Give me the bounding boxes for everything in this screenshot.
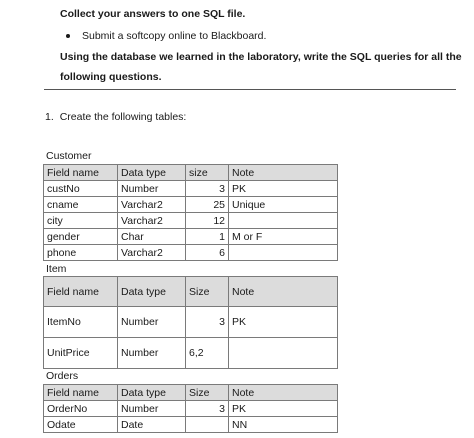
header-cell: Field name xyxy=(44,277,118,307)
bullet-dot-icon xyxy=(66,34,70,38)
table-cell: 3 xyxy=(186,401,229,417)
customer-table-title: Customer xyxy=(46,150,92,162)
table-cell: Number xyxy=(118,181,186,197)
table-cell: gender xyxy=(44,229,118,245)
table-cell: custNo xyxy=(44,181,118,197)
table-cell: 12 xyxy=(186,213,229,229)
table-row xyxy=(44,245,338,261)
table-cell: PK xyxy=(229,181,338,197)
header-cell: Note xyxy=(229,165,338,181)
table-row xyxy=(44,401,338,417)
header-cell: Note xyxy=(229,277,338,307)
table-row xyxy=(44,229,338,245)
table-cell: Odate xyxy=(44,417,118,433)
table-cell xyxy=(229,338,338,369)
table-cell: 6,2 xyxy=(186,338,229,369)
table-cell: Number xyxy=(118,401,186,417)
instruction-line-3: following questions. xyxy=(60,71,162,83)
table-cell: cname xyxy=(44,197,118,213)
table-header-row xyxy=(44,165,338,181)
table-cell xyxy=(229,245,338,261)
header-cell: Data type xyxy=(118,277,186,307)
table-row xyxy=(44,213,338,229)
table-row xyxy=(44,197,338,213)
table-cell: Number xyxy=(118,338,186,369)
orders-table-title: Orders xyxy=(46,370,79,382)
table-row xyxy=(44,307,338,338)
table-cell: city xyxy=(44,213,118,229)
orders-table xyxy=(43,384,338,433)
table-cell: UnitPrice xyxy=(44,338,118,369)
instruction-line-1: Collect your answers to one SQL file. xyxy=(60,8,246,20)
table-cell: PK xyxy=(229,401,338,417)
table-row xyxy=(44,338,338,369)
table-cell: 1 xyxy=(186,229,229,245)
table-cell: Varchar2 xyxy=(118,213,186,229)
header-cell: size xyxy=(186,165,229,181)
customer-table xyxy=(43,164,338,261)
question-text: Create the following tables: xyxy=(59,111,187,123)
header-cell: Note xyxy=(229,385,338,401)
table-header-row xyxy=(44,385,338,401)
table-cell: phone xyxy=(44,245,118,261)
table-cell: OrderNo xyxy=(44,401,118,417)
table-cell: Number xyxy=(118,307,186,338)
table-row xyxy=(44,181,338,197)
instruction-line-2: Using the database we learned in the laboratory, write the SQL queries for all the xyxy=(60,51,462,63)
table-cell: Varchar2 xyxy=(118,245,186,261)
table-cell: Unique xyxy=(229,197,338,213)
header-cell: Size xyxy=(186,277,229,307)
table-cell: PK xyxy=(229,307,338,338)
table-cell: Char xyxy=(118,229,186,245)
item-table xyxy=(43,276,338,369)
table-cell: 3 xyxy=(186,307,229,338)
header-cell: Field name xyxy=(44,165,118,181)
table-cell: 6 xyxy=(186,245,229,261)
table-cell: NN xyxy=(229,417,338,433)
table-cell: 25 xyxy=(186,197,229,213)
table-cell: 3 xyxy=(186,181,229,197)
table-cell: ItemNo xyxy=(44,307,118,338)
table-cell xyxy=(186,417,229,433)
question-1 xyxy=(45,111,186,123)
table-cell: Date xyxy=(118,417,186,433)
header-cell: Field name xyxy=(44,385,118,401)
table-header-row xyxy=(44,277,338,307)
divider-line xyxy=(44,89,456,90)
question-number: 1. xyxy=(45,111,54,123)
item-table-title: Item xyxy=(46,263,67,275)
table-cell xyxy=(229,213,338,229)
header-cell: Data type xyxy=(118,165,186,181)
table-cell: Varchar2 xyxy=(118,197,186,213)
header-cell: Size xyxy=(186,385,229,401)
table-row xyxy=(44,417,338,433)
bullet-item xyxy=(60,30,266,42)
header-cell: Data type xyxy=(118,385,186,401)
bullet-text: Submit a softcopy online to Blackboard. xyxy=(82,30,267,42)
table-cell: M or F xyxy=(229,229,338,245)
